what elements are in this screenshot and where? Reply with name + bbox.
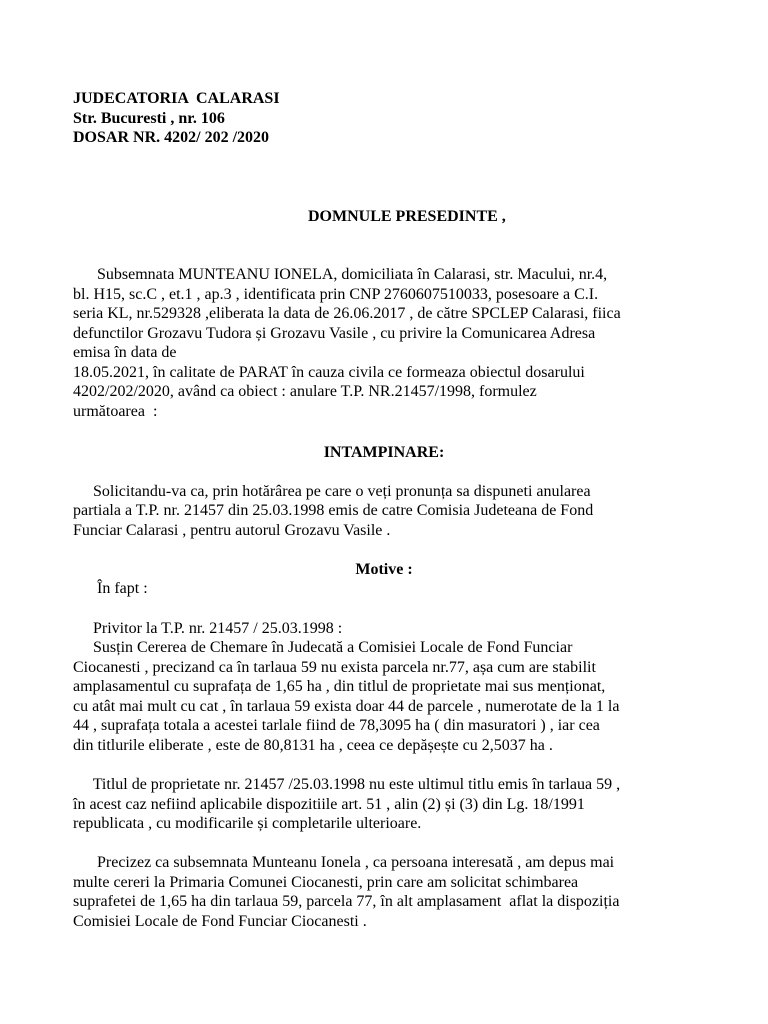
request-line: partiala a T.P. nr. 21457 din 25.03.1998 emis de catre Comisia Judeteana de Fond bbox=[73, 502, 594, 519]
request-line: Funciar Calarasi , pentru autorul Grozavu Vasile . bbox=[73, 522, 391, 539]
request-line: Solicitandu-va ca, prin hotărârea pe care o veți pronunța sa dispuneti anularea bbox=[73, 483, 591, 500]
intro-line: Subsemnata MUNTEANU IONELA, domiciliata în Calarasi, str. Macului, nr.4, bbox=[73, 266, 608, 283]
document-title: INTAMPINARE: bbox=[323, 444, 445, 461]
intro-line: bl. H15, sc.C , et.1 , ap.3 , identificata prin CNP 2760607510033, posesoare a C.I. bbox=[73, 286, 599, 303]
para3-line: Precizez ca subsemnata Munteanu Ionela , ca persoana interesată , am depus mai bbox=[73, 854, 615, 871]
para3-line: suprafetei de 1,65 ha din tarlaua 59, parcela 77, în alt amplasament aflat la dispoziția bbox=[73, 893, 620, 910]
para1-line: din titlurile eliberate , este de 80,8131 ha , ceea ce depășește cu 2,5037 ha . bbox=[73, 737, 553, 754]
court-name: JUDECATORIA CALARASI bbox=[73, 90, 280, 107]
para3-line: multe cereri la Primaria Comunei Ciocanesti, prin care am solicitat schimbarea bbox=[73, 874, 579, 891]
intro-line: 4202/202/2020, având ca obiect : anulare T.P. NR.21457/1998, formulez bbox=[73, 383, 537, 400]
intro-line: emisa în data de bbox=[73, 344, 177, 361]
case-number: DOSAR NR. 4202/ 202 /2020 bbox=[73, 129, 270, 146]
motives-heading: Motive : bbox=[355, 561, 413, 578]
para3-line: Comisiei Locale de Fond Funciar Ciocanesti . bbox=[73, 913, 367, 930]
intro-line: seria KL, nr.529328 ,eliberata la data de 26.06.2017 , de către SPCLEP Calarasi, fiica bbox=[73, 305, 621, 322]
para2-line: Titlul de proprietate nr. 21457 /25.03.1998 nu este ultimul titlu emis în tarlaua 59 , bbox=[73, 776, 621, 793]
para2-line: în acest caz nefiind aplicabile dispozitiile art. 51 , alin (2) și (3) din Lg. 18/1991 bbox=[73, 796, 585, 813]
para2-line: republicata , cu modificarile și completarile ulterioare. bbox=[73, 815, 422, 832]
para1-line: Susțin Cererea de Chemare în Judecată a Comisiei Locale de Fond Funciar bbox=[73, 639, 573, 656]
court-address: Str. Bucuresti , nr. 106 bbox=[73, 110, 225, 127]
para1-line: Privitor la T.P. nr. 21457 / 25.03.1998 : bbox=[73, 620, 343, 637]
intro-line: 18.05.2021, în calitate de PARAT în cauza civila ce formeaza obiectul dosarului bbox=[73, 364, 585, 381]
intro-line: următoarea : bbox=[73, 403, 158, 420]
para1-line: amplasamentul cu suprafața de 1,65 ha , din titlul de proprietate mai sus menționat, bbox=[73, 678, 606, 695]
in-fact-label: În fapt : bbox=[73, 580, 148, 597]
para1-line: cu atât mai mult cu cat , în tarlaua 59 exista doar 44 de parcele , numerotate de la 1 la bbox=[73, 698, 620, 715]
salutation: DOMNULE PRESEDINTE , bbox=[308, 208, 506, 225]
para1-line: Ciocanesti , precizand ca în tarlaua 59 nu exista parcela nr.77, așa cum are stabilit bbox=[73, 659, 596, 676]
intro-line: defunctilor Grozavu Tudora și Grozavu Vasile , cu privire la Comunicarea Adresa bbox=[73, 325, 596, 342]
para1-line: 44 , suprafața totala a acestei tarlale fiind de 78,3095 ha ( din masuratori ) , iar cea bbox=[73, 717, 600, 734]
